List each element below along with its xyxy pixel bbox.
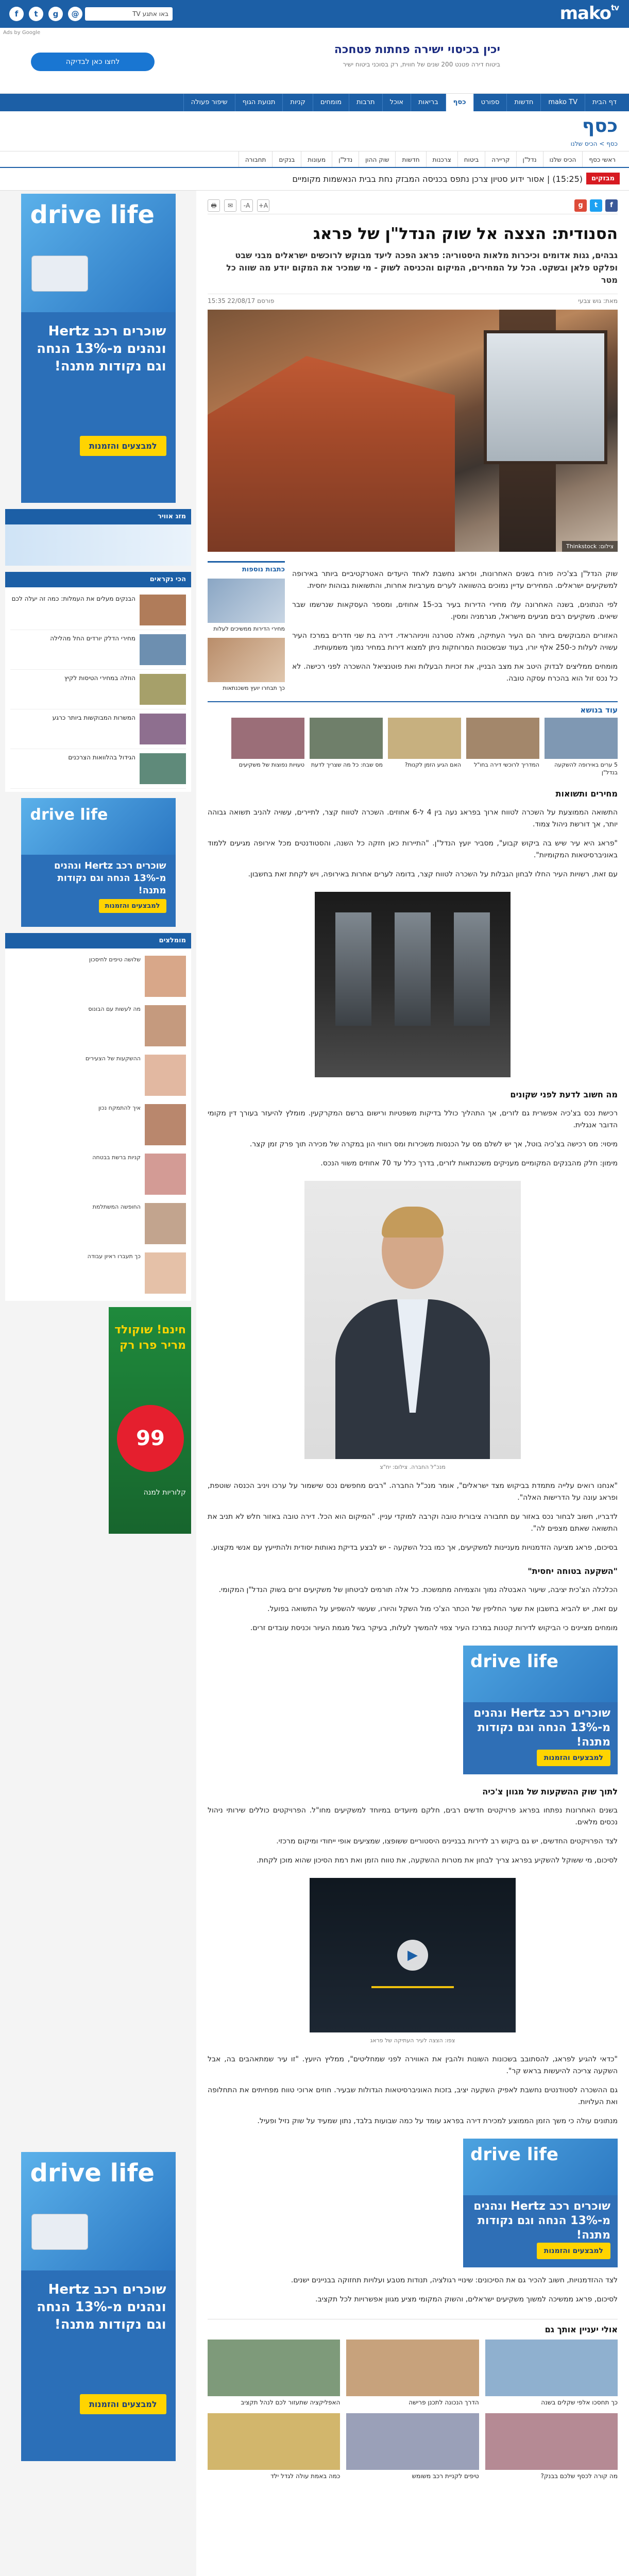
news-caption[interactable]: מחירי הדלק יורדים החל מהלילה bbox=[50, 635, 135, 642]
side-thumb-image[interactable] bbox=[208, 638, 285, 682]
photo-window bbox=[335, 912, 371, 1026]
sidebar-ad-medium[interactable] bbox=[21, 798, 176, 927]
recommended-caption[interactable]: האפליקציה שתעזור לכם לנהל תקציב bbox=[241, 2399, 341, 2406]
subnav-item[interactable]: קריירה bbox=[485, 151, 516, 167]
recommended-thumb[interactable] bbox=[208, 2340, 340, 2396]
paragraph: לסיכום, פראג ממשיכה למשוך משקיעים ישראלים, והשוק המקומי מציע מגוון אפשרויות לכל תקציב. bbox=[315, 2295, 618, 2303]
play-icon[interactable]: ▶ bbox=[397, 1940, 428, 1971]
paragraph: רכישת נכס בצ'כיה אפשרית גם לזרים, אך התהליך כולל בדיקות משפטיות ורישום ברשם המקרקעין. מומלץ להיעזר בעורך דין מקומי הדובר אנגלית. bbox=[208, 1109, 618, 1129]
video-player[interactable] bbox=[310, 1878, 516, 2032]
subnav-item[interactable]: צרכנות bbox=[426, 151, 457, 167]
thumb-caption[interactable]: שלושה טיפים לחיסכון bbox=[89, 956, 141, 963]
recommended-thumb[interactable] bbox=[208, 2413, 340, 2470]
ad-cta-button[interactable]: למבצעים והזמנות bbox=[80, 436, 166, 456]
related-caption[interactable]: 5 ערים באירופה להשקעה בנדל"ן bbox=[554, 761, 618, 776]
most-read-list bbox=[5, 587, 191, 792]
recommended-card[interactable] bbox=[346, 2413, 479, 2481]
paragraph: עם זאת, יש להביא בחשבון את שער החליפין של הכתר הצ'כי מול השקל והיורו, שעשוי להשפיע על התשואה בפועל. bbox=[267, 1605, 618, 1613]
list-item[interactable] bbox=[10, 749, 186, 789]
ad-subtitle: ביטוח דירה פטנט 200 שנים של חווית, רק בסוכני ביטוח ישיר bbox=[343, 61, 500, 68]
article-text-2 bbox=[208, 788, 618, 880]
ad-drive-text: drive life bbox=[30, 200, 155, 229]
recommended-caption[interactable]: טיפים לקניית רכב משומש bbox=[412, 2472, 479, 2480]
thumb-caption[interactable]: איך להתמקח נכון bbox=[98, 1105, 141, 1111]
weather-widget bbox=[5, 509, 191, 566]
recommended-thumb[interactable] bbox=[346, 2413, 479, 2470]
side-item[interactable] bbox=[208, 638, 285, 692]
photo-window bbox=[395, 912, 431, 1026]
sidebar-ad-bottom[interactable] bbox=[21, 2152, 176, 2461]
news-thumb[interactable] bbox=[140, 714, 186, 744]
inline-ad-wrap bbox=[208, 1646, 618, 1774]
related-card[interactable] bbox=[231, 718, 304, 776]
ad-cta-button[interactable]: לחצו כאן לבדיקה bbox=[31, 53, 155, 71]
ad-title: יכין בכיסוי ישירה פחתות פטחכה bbox=[334, 43, 500, 56]
nav-item[interactable]: דף הבית bbox=[585, 94, 624, 111]
person-photo bbox=[304, 1181, 521, 1459]
paragraph: "כדאי להגיע לפראג, להסתובב בשכונות השונות ולהבין את האווירה לפני שמחליטים", ממליץ היועץ. "זו עיר שמתאהבים בה, אבל השקעה צריכה להיעשות בראש קר". bbox=[208, 2055, 618, 2075]
thumb-image[interactable] bbox=[145, 1055, 186, 1096]
thumb-image[interactable] bbox=[145, 956, 186, 997]
paragraph: לפי הנתונים, בשנה האחרונה עלו מחירי הדירות בעיר בכ-15 אחוזים, ומספר העסקאות שנרשמו שבר שיאים. משקיעים רבים מגיעים מישראל, מגרמניה ומסין. bbox=[292, 601, 618, 621]
article-lead: גבהים, גגות אדומים וכיכרות מלאות היסטוריה: פראג הפכה ליעד מבוקש לרוכשים ישראלים מבני שבט ופלקט פלאן ובשקט. הכל על המחירים, המיקום והכניסה לשוק - מי שמכיר את המקום יודע מה שווה כל מטר bbox=[226, 250, 618, 285]
inline-related-box bbox=[208, 561, 285, 692]
video-accent-line bbox=[371, 1986, 454, 1988]
related-thumb[interactable] bbox=[545, 718, 618, 759]
font-increase-button[interactable]: A+ bbox=[257, 199, 269, 212]
share-google-icon[interactable]: g bbox=[574, 199, 587, 212]
section-header bbox=[0, 111, 629, 151]
paragraph: מיסוי: מס רכישה בצ'כיה בוטל, אך יש לשלם מס על הכנסות משכירות ומס רווחי הון במקרה של מכירה תוך פרק זמן קצר. bbox=[249, 1140, 618, 1148]
paragraph: לצד ההזדמנויות, חשוב להכיר גם את הסיכונים: שינויי רגולציה, תנודות מטבע ועלויות תחזוקה בבניינים ישנים. bbox=[291, 2276, 618, 2284]
list-item[interactable] bbox=[10, 1001, 186, 1050]
recommended-sidebar-list bbox=[5, 948, 191, 1301]
list-item[interactable] bbox=[10, 1149, 186, 1199]
related-card[interactable] bbox=[466, 718, 539, 776]
recommended-card[interactable] bbox=[485, 2413, 618, 2481]
subnav-item[interactable]: שוק ההון bbox=[359, 151, 395, 167]
thumb-caption[interactable]: כך תעברו ראיון עבודה bbox=[87, 1253, 141, 1260]
main-nav bbox=[0, 94, 629, 111]
font-decrease-button[interactable]: A- bbox=[241, 199, 253, 212]
paragraph: לסיכום, מי ששוקל להשקיע בפראג צריך לבחון את מטרות ההשקעה, את טווח הזמן ואת רמת הסיכון שהוא מוכן לקחת. bbox=[257, 1856, 618, 1865]
news-caption[interactable]: הבנקים מעלים את העמלות: כמה זה יעלה לכם bbox=[11, 595, 135, 602]
ad-card-image bbox=[31, 2214, 88, 2250]
site-logo[interactable]: mako$^{tv}$ bbox=[559, 3, 619, 24]
article-text-7 bbox=[208, 2275, 618, 2306]
side-box-title: כתבות נוספות bbox=[242, 566, 285, 573]
side-item-caption[interactable]: מחירי הדירות ממשיכים לעלות bbox=[213, 625, 285, 632]
byline-date: פורסם 22/08/17 15:35 bbox=[208, 297, 275, 304]
paragraph: עם זאת, רשויות העיר החלו לבחון הגבלות על השכרה לטווח קצר, בדומה לערים אחרות באירופה, ויש לקחת זאת בחשבון. bbox=[248, 870, 618, 878]
section-title[interactable]: כסף bbox=[582, 115, 618, 137]
article-text-4 bbox=[208, 1480, 618, 1634]
ad-cta-button[interactable]: למבצעים והזמנות bbox=[99, 899, 166, 913]
section-heading: מה חשוב לדעת לפני שקונים bbox=[510, 1090, 618, 1099]
person-caption: מנכ"ל החברה. צילום: יח"צ bbox=[380, 1464, 446, 1470]
thumb-caption[interactable]: קניות ברשת בבטחה bbox=[92, 1154, 141, 1161]
article-toolbar bbox=[208, 197, 618, 214]
section-subnav bbox=[0, 151, 629, 168]
recommended-card[interactable] bbox=[346, 2340, 479, 2407]
recommended-sidebar bbox=[5, 933, 191, 1301]
side-item-caption[interactable]: כך תבחרו יועץ משכנתאות bbox=[223, 685, 285, 691]
paragraph: מומחים ממליצים לבדוק היטב את מצב הבניין, את זכויות הבעלות ואת פוטנציאל ההשכרה לפני רכישה. לא כל נכס זול הוא בהכרח עסקה טובה. bbox=[292, 663, 618, 683]
share-facebook-icon[interactable]: f bbox=[605, 199, 618, 212]
ad-card-image bbox=[31, 256, 88, 292]
list-item[interactable] bbox=[10, 1100, 186, 1149]
related-caption[interactable]: טעויות נפוצות של משקיעים bbox=[239, 761, 304, 768]
photo-hair bbox=[382, 1207, 444, 1238]
print-icon[interactable]: 🖶 bbox=[208, 199, 220, 212]
related-caption[interactable]: המדריך לרוכשי דירה בחו"ל bbox=[474, 761, 539, 768]
list-item[interactable] bbox=[10, 670, 186, 709]
byline-author[interactable]: מאת: גוש צבעי bbox=[578, 297, 618, 304]
related-thumb[interactable] bbox=[388, 718, 461, 759]
share-twitter-icon[interactable]: t bbox=[590, 199, 602, 212]
inline-ad-wrap bbox=[208, 2139, 618, 2267]
most-read-widget bbox=[5, 572, 191, 792]
ticker-text[interactable]: (15:25) | אסור ידוע סטיון צרכן נתפס בכניסה המבזק נחת בבית הנאשמות מקומיים bbox=[292, 174, 583, 184]
article-section-1 bbox=[208, 561, 618, 692]
google-icon[interactable]: g bbox=[48, 7, 63, 21]
ad-text: שוכרים רכב Hertz ונהנים מ-13% הנחה וגם נקודות מתנה! bbox=[37, 324, 166, 374]
nav-item[interactable]: mako TV bbox=[540, 94, 585, 111]
paragraph: "פראג היא עיר שיש בה ביקוש קבוע", מסביר יועץ הנדל"ן. "התיירות כאן חזקה כל השנה, והסטודנטים מכל אירופה מגיעים ללמוד באוניברסיטאות המקומיות". bbox=[208, 839, 618, 859]
video-caption: צפו: הצצה לעיר העתיקה של פראג bbox=[370, 2037, 455, 2044]
recommended-caption[interactable]: כמה באמת עולה לגדל ילד bbox=[270, 2472, 341, 2480]
banner-text: שוכרים רכב Hertz ונהנים מ-13% הנחה וגם נקודות מתנה! bbox=[473, 1707, 610, 1749]
subnav-item[interactable]: חדשות bbox=[395, 151, 426, 167]
news-thumb[interactable] bbox=[140, 634, 186, 665]
promo-text: חינם! שוקולד מריר פרו רק bbox=[114, 1324, 186, 1352]
recommended-grid bbox=[208, 2340, 618, 2481]
list-item[interactable] bbox=[10, 1199, 186, 1248]
paragraph: האזורים המבוקשים ביותר הם העיר העתיקה, מאלה סטרנה וויניוהראדי. דירה בת שני חדרים במרכז העיר עשויה לעלות כ-250 אלף יורו, בעוד שבשכונות המרוחקות ניתן למצוא דירות במחיר נמוך משמעותית. bbox=[292, 632, 618, 652]
subnav-item[interactable]: נדל"ן bbox=[516, 151, 543, 167]
subnav-item[interactable]: נדל"ן bbox=[332, 151, 359, 167]
news-thumb[interactable] bbox=[140, 595, 186, 625]
most-read-head: הכי נקראים bbox=[5, 572, 191, 587]
social-icons bbox=[9, 7, 82, 21]
banner-text: שוכרים רכב Hertz ונהנים מ-13% הנחה וגם נקודות מתנה! bbox=[473, 2200, 610, 2242]
related-caption[interactable]: מס שבח: כל מה שצריך לדעת bbox=[311, 761, 383, 768]
share-buttons bbox=[574, 199, 618, 212]
nav-item[interactable]: כסף bbox=[446, 94, 473, 111]
breadcrumb[interactable]: כסף > הכיס שלנו bbox=[570, 140, 618, 147]
promo-ad[interactable] bbox=[109, 1307, 191, 1534]
news-caption[interactable]: המשרות המבוקשות ביותר כרגע bbox=[52, 714, 135, 721]
nav-item[interactable]: תנועת הגוף bbox=[235, 94, 283, 111]
article-title: הסנודית: הצצה אל שוק הנדל"ן של פראג bbox=[313, 225, 618, 243]
banner-drive-text: drive life bbox=[470, 2144, 558, 2165]
related-title: עוד בנושא bbox=[580, 705, 618, 715]
inline-ad-banner[interactable] bbox=[463, 1646, 618, 1774]
list-item[interactable] bbox=[10, 709, 186, 749]
hero-roofs bbox=[208, 356, 455, 552]
subnav-item[interactable]: מעונות bbox=[301, 151, 332, 167]
related-grid bbox=[208, 718, 618, 776]
nav-item[interactable]: חדשות bbox=[506, 94, 540, 111]
facebook-icon[interactable]: f bbox=[9, 7, 24, 21]
recommended-caption[interactable]: מה קורה לכסף שלכם בבנק? bbox=[540, 2472, 618, 2480]
sidebar-ad-large[interactable] bbox=[21, 194, 176, 503]
top-header bbox=[0, 0, 629, 28]
news-ticker bbox=[0, 168, 629, 191]
ad-cta-button[interactable]: למבצעים והזמנות bbox=[80, 2394, 166, 2414]
inline-ad-banner-2[interactable] bbox=[463, 2139, 618, 2267]
paragraph: מימון: חלק מהבנקים המקומיים מעניקים משכנתאות לזרים, בדרך כלל עד 70 אחוזים משווי הנכס. bbox=[320, 1159, 618, 1167]
list-item[interactable] bbox=[10, 590, 186, 630]
interior-photo bbox=[315, 892, 511, 1077]
article-text-6 bbox=[208, 2054, 618, 2127]
thumb-image[interactable] bbox=[145, 1203, 186, 1244]
photo-window bbox=[454, 912, 490, 1026]
thumb-image[interactable] bbox=[145, 1252, 186, 1294]
hero-image bbox=[208, 310, 618, 552]
ad-text: שוכרים רכב Hertz ונהנים מ-13% הנחה וגם נקודות מתנה! bbox=[54, 860, 166, 896]
section-heading: לתוך שוק ההשקעות של מגוון צ'כיה bbox=[482, 1787, 618, 1797]
paragraph: לצד הפרויקטים החדשים, יש גם ביקוש רב לדירות בבניינים היסטוריים ששופצו, שמציעים אופי ייחודי ומיקום מרכזי. bbox=[276, 1837, 618, 1845]
news-thumb[interactable] bbox=[140, 753, 186, 784]
recommended-sidebar-head: מומלצים bbox=[5, 933, 191, 948]
mail-icon[interactable]: @ bbox=[68, 7, 82, 21]
side-thumb-image[interactable] bbox=[208, 579, 285, 623]
weather-head: מזג אוויר bbox=[5, 509, 191, 524]
text-tools bbox=[208, 199, 269, 212]
news-caption[interactable]: הוזלה במחירי הטיסות לקיץ bbox=[64, 674, 135, 682]
paragraph: מומחים מציינים כי הביקוש לדירות קטנות במרכז העיר צפוי להמשיך לעלות, בעיקר בשל מגמת העיור וכניסת עובדים זרים. bbox=[250, 1624, 618, 1632]
article bbox=[196, 191, 629, 2481]
banner-cta-button[interactable]: למבצעים והזמנות bbox=[537, 2243, 610, 2259]
nav-item[interactable]: תרבות bbox=[349, 94, 382, 111]
thumb-caption[interactable]: ההשקעות של הצעירים bbox=[85, 1055, 141, 1062]
related-articles bbox=[208, 701, 618, 776]
thumb-caption[interactable]: החופשה המשתלמת bbox=[92, 1204, 141, 1210]
list-item[interactable] bbox=[10, 1248, 186, 1298]
ad-drive-text: drive life bbox=[30, 806, 108, 824]
nav-item[interactable]: קניות bbox=[282, 94, 312, 111]
nav-item[interactable]: אוכל bbox=[382, 94, 411, 111]
recommended-caption[interactable]: הדרך הנכונה לתכנן פרישה bbox=[409, 2399, 479, 2406]
promo-subtext: קלוריות למנה bbox=[143, 1488, 186, 1497]
article-text-1 bbox=[292, 561, 618, 692]
subnav-item[interactable]: בנקים bbox=[272, 151, 301, 167]
nav-item[interactable]: שיפור פעולה bbox=[183, 94, 235, 111]
twitter-icon[interactable]: t bbox=[29, 7, 43, 21]
email-icon[interactable]: ✉ bbox=[224, 199, 236, 212]
related-thumb[interactable] bbox=[231, 718, 304, 759]
recommended-card[interactable] bbox=[208, 2413, 340, 2481]
paragraph: בסיכום, פראג מציעה הזדמנויות מעניינות למשקיעים, אך כמו בכל השקעה - יש לבצע בדיקת נאותות יסודית ולהתייעץ עם אנשי מקצוע. bbox=[211, 1544, 618, 1552]
banner-drive-text: drive life bbox=[470, 1651, 558, 1672]
related-card[interactable] bbox=[388, 718, 461, 776]
article-column bbox=[196, 191, 629, 2576]
recommended-thumb[interactable] bbox=[485, 2413, 618, 2470]
list-item[interactable] bbox=[10, 952, 186, 1001]
related-caption[interactable]: האם הגיע הזמן לקנות? bbox=[404, 761, 461, 768]
page-body bbox=[0, 191, 629, 2576]
side-item[interactable] bbox=[208, 579, 285, 633]
sidebar-column bbox=[0, 191, 196, 2467]
nav-item[interactable]: בריאות bbox=[411, 94, 446, 111]
thumb-image[interactable] bbox=[145, 1104, 186, 1145]
hero-window bbox=[484, 330, 607, 464]
subnav-item[interactable]: ביטוח bbox=[457, 151, 485, 167]
section-heading: מחירים ותשואות bbox=[555, 789, 618, 799]
related-thumb[interactable] bbox=[466, 718, 539, 759]
thumb-image[interactable] bbox=[145, 1154, 186, 1195]
related-card[interactable] bbox=[310, 718, 383, 776]
nav-item[interactable]: ספורט bbox=[473, 94, 507, 111]
side-box bbox=[208, 561, 285, 692]
nav-item[interactable]: מומחים bbox=[313, 94, 349, 111]
paragraph: שוק הנדל"ן בצ'כיה פורח בשנים האחרונות, ופראג נחשבת לאחד היעדים האטרקטיביים ביותר באירופה למשקיעים ישראלים. המחירים עדיין נמוכים בהשוואה לערים מערביות אחרות, והתשואות גבוהות יחסית. bbox=[292, 570, 618, 590]
ticker-label: מבזקים bbox=[586, 173, 620, 184]
ad-drive-text: drive life bbox=[30, 2159, 155, 2188]
paragraph: הכלכלה הצ'כית יציבה, שיעור האבטלה נמוך והצמיחה מתמשכת. כל אלה תורמים לביטחון של משקיעים זרים בשוק הנדל"ן המקומי. bbox=[218, 1586, 618, 1594]
related-thumb[interactable] bbox=[310, 718, 383, 759]
ad-label: Ads by Google bbox=[3, 30, 41, 36]
news-caption[interactable]: הגידול בהלוואות הצרכנים bbox=[68, 754, 135, 761]
ad-text: שוכרים רכב Hertz ונהנים מ-13% הנחה וגם נקודות מתנה! bbox=[37, 2282, 166, 2332]
paragraph: גם ההשכרה לסטודנטים נחשבת לאפיק השקעה יציב, בזכות האוניברסיטאות הגדולות שבעיר. חוזים ארוכי טווח מפחיתים את התחלופה ואת העלויות. bbox=[208, 2086, 618, 2106]
promo-price-badge: 99 bbox=[117, 1405, 184, 1472]
subnav-item[interactable]: תחבורה bbox=[239, 151, 273, 167]
banner-cta-button[interactable]: למבצעים והזמנות bbox=[537, 1750, 610, 1766]
recommended-title: אולי יעניין אותך גם bbox=[545, 2325, 618, 2334]
recommended-card[interactable] bbox=[485, 2340, 618, 2407]
recommended-thumb[interactable] bbox=[346, 2340, 479, 2396]
recommended-widget bbox=[208, 2319, 618, 2481]
thumb-image[interactable] bbox=[145, 1005, 186, 1046]
thumb-caption[interactable]: מה לעשות עם הבונוס bbox=[88, 1006, 141, 1012]
paragraph: "אנחנו רואים עלייה מתמדת בביקוש מצד ישראלים", אומר מנכ"ל החברה. "רבים מחפשים נכס שישמור על ערכו ויניב הכנסה שוטפת, ופראג עונה על הדרישות האלה". bbox=[208, 1482, 618, 1502]
top-ad-banner[interactable] bbox=[0, 28, 629, 94]
recommended-card[interactable] bbox=[208, 2340, 340, 2407]
section-heading: "השקעה בטוחה יחסית" bbox=[528, 1566, 618, 1576]
paragraph: התשואה הממוצעת על השכרה לטווח ארוך בפראג נעה בין 4 ל-6 אחוזים. השכרה לטווח קצר, לתיירים, עשויה להניב תשואה גבוהה יותר, אך דורשת ניהול צמוד. bbox=[208, 808, 618, 828]
weather-body[interactable] bbox=[5, 524, 191, 566]
hero-caption: צילום: Thinkstock bbox=[562, 541, 618, 552]
recommended-caption[interactable]: כך תחסכו אלפי שקלים בשנה bbox=[541, 2399, 618, 2406]
article-text-5 bbox=[208, 1786, 618, 1867]
subnav-item[interactable]: הכיס שלנו bbox=[543, 151, 583, 167]
subnav-item[interactable]: ראשי כסף bbox=[582, 151, 622, 167]
related-card[interactable] bbox=[545, 718, 618, 776]
paragraph: מנתונים עולה כי משך הזמן הממוצע למכירת דירה בפראג עומד על כמה שבועות בלבד, נתון שמעיד על שוק נזיל ופעיל. bbox=[257, 2117, 618, 2125]
article-text-3 bbox=[208, 1089, 618, 1170]
search-input[interactable]: באו אתגע TV bbox=[85, 7, 173, 21]
byline bbox=[208, 294, 618, 304]
list-item[interactable] bbox=[10, 1050, 186, 1100]
news-thumb[interactable] bbox=[140, 674, 186, 705]
paragraph: בשנים האחרונות נפתחו בפראג פרויקטים חדשים רבים, חלקם מיועדים במיוחד למשקיעים מחו"ל. הפרויקטים כוללים שירותי ניהול נכסים מלאים. bbox=[208, 1806, 618, 1826]
paragraph: לדבריו, חשוב לבחור נכס באזור עם תחבורה ציבורית טובה וקרבה למוקדי עניין. "המיקום הוא הכל. דירה טובה באזור חלש לא תניב את התשואה שאתם מצפים לה". bbox=[208, 1513, 618, 1533]
list-item[interactable] bbox=[10, 630, 186, 670]
recommended-thumb[interactable] bbox=[485, 2340, 618, 2396]
